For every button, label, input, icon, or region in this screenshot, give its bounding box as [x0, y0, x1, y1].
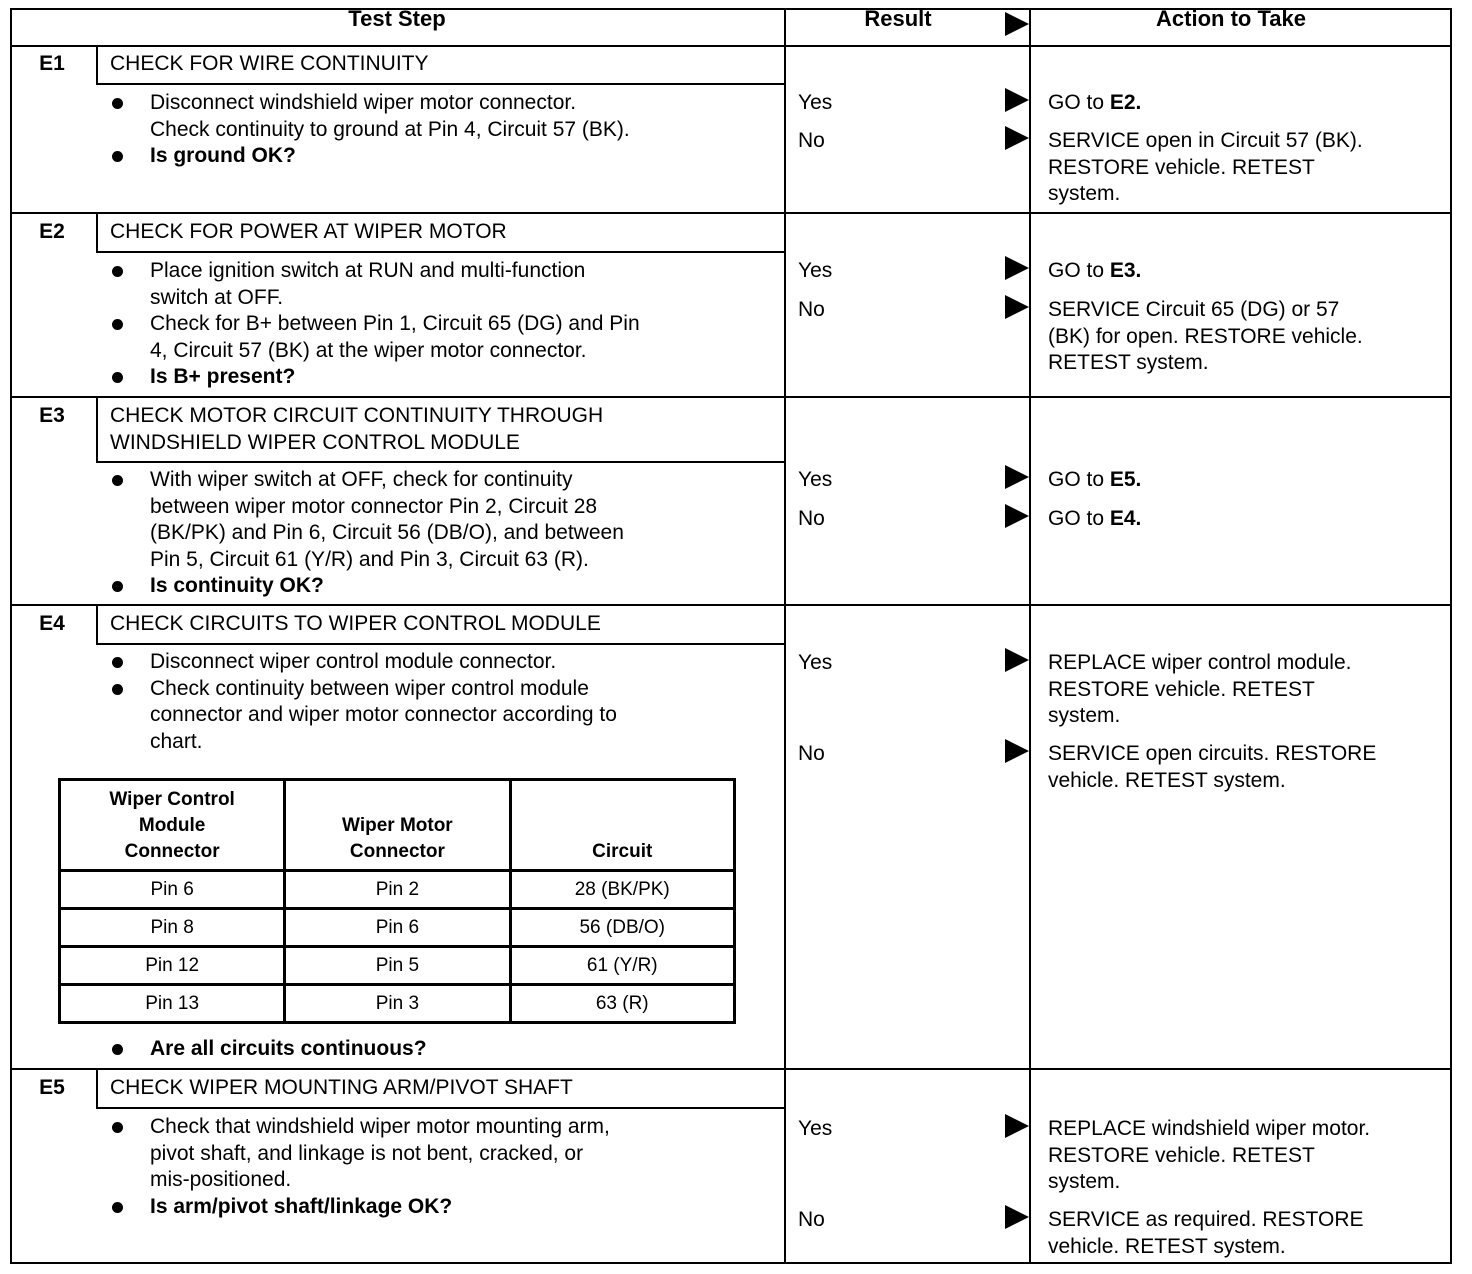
action-goto-ref: E3 [1109, 259, 1136, 282]
bullet-icon [112, 475, 123, 486]
step-question: Is arm/pivot shaft/linkage OK? [150, 1194, 453, 1218]
result-arrow-icon [1005, 295, 1029, 319]
result-label: Yes [798, 1117, 833, 1140]
action-text: RESTORE vehicle. RETEST [1048, 155, 1315, 179]
step-question: Is B+ present? [150, 365, 296, 388]
result-arrow-icon [1005, 256, 1029, 280]
connector-chart [58, 778, 736, 1024]
result-label: Yes [798, 259, 833, 282]
step-title: CHECK WIPER MOUNTING ARM/PIVOT SHAFT [110, 1076, 573, 1099]
step-instruction: Check continuity to ground at Pin 4, Circuit 57 (BK). [150, 117, 630, 141]
step-instruction: Disconnect windshield wiper motor connector. [150, 91, 577, 114]
step-id-divider [96, 606, 98, 643]
action-goto-ref: E2 [1109, 91, 1136, 114]
action-goto-prefix: GO to [1048, 468, 1110, 491]
step-title: CHECK MOTOR CIRCUIT CONTINUITY THROUGH [110, 404, 604, 427]
title-band-line [96, 461, 784, 463]
bullet-icon [112, 372, 123, 383]
step-instruction: Place ignition switch at RUN and multi-function [150, 259, 586, 282]
action-goto-prefix: GO to [1048, 507, 1110, 530]
action-goto [1048, 258, 1141, 285]
title-band-line [96, 83, 784, 85]
header-result: Result [864, 6, 932, 31]
chart-cell: 61 (Y/R) [510, 947, 735, 985]
result-label: Yes [798, 651, 833, 674]
header-test-step: Test Step [348, 6, 446, 31]
step-separator [10, 604, 1452, 606]
step-instruction: Pin 5, Circuit 61 (Y/R) and Pin 3, Circuit 63 (R). [150, 547, 589, 571]
step-id-divider [96, 214, 98, 251]
result-label: No [798, 1208, 825, 1231]
step-instruction: 4, Circuit 57 (BK) at the wiper motor connector. [150, 338, 587, 362]
action-goto [1048, 506, 1141, 533]
action-goto [1048, 90, 1141, 117]
result-arrow-icon [1005, 504, 1029, 528]
chart-row [60, 871, 735, 909]
action-text: vehicle. RETEST system. [1048, 1234, 1286, 1258]
step-id-divider [96, 46, 98, 83]
result-label: Yes [798, 91, 833, 114]
result-label: No [798, 129, 825, 152]
result-arrow-icon [1005, 465, 1029, 489]
action-goto-suffix: . [1135, 259, 1142, 282]
result-label: No [798, 298, 825, 321]
chart-header-row [60, 780, 735, 871]
action-goto-prefix: GO to [1048, 91, 1110, 114]
chart-header-text: Wiper Motor [342, 815, 453, 836]
bullet-icon [112, 98, 123, 109]
action-goto-suffix: . [1135, 468, 1142, 491]
step-instruction: Check for B+ between Pin 1, Circuit 65 (DG) and Pin [150, 312, 640, 335]
step-instruction: pivot shaft, and linkage is not bent, cracked, or [150, 1141, 584, 1165]
action-text: SERVICE as required. RESTORE [1048, 1208, 1364, 1231]
bullet-icon [112, 319, 123, 330]
result-arrow-icon [1005, 739, 1029, 763]
chart-cell: Pin 2 [285, 871, 510, 909]
chart-header-text: Connector [124, 841, 220, 862]
step-question: Are all circuits continuous? [150, 1037, 427, 1060]
action-goto-suffix: . [1135, 91, 1142, 114]
action-text: REPLACE wiper control module. [1048, 651, 1352, 674]
bullet-icon [112, 1202, 123, 1213]
chart-header-cell [510, 780, 735, 871]
title-band-line [96, 1107, 784, 1109]
action-text: system. [1048, 182, 1121, 205]
divider-action-col [1029, 8, 1031, 1264]
action-text: REPLACE windshield wiper motor. [1048, 1117, 1371, 1140]
action-text: RESTORE vehicle. RETEST [1048, 1143, 1315, 1167]
action-text: system. [1048, 704, 1121, 727]
step-instruction: Disconnect wiper control module connector. [150, 650, 557, 673]
result-arrow-icon [1005, 126, 1029, 150]
chart-cell: Pin 5 [285, 947, 510, 985]
divider-result-col [784, 8, 786, 1264]
action-text: SERVICE Circuit 65 (DG) or 57 [1048, 298, 1340, 321]
step-title: WINDSHIELD WIPER CONTROL MODULE [110, 430, 520, 454]
chart-header-cell [285, 780, 510, 871]
step-title: CHECK FOR WIRE CONTINUITY [110, 52, 429, 75]
step-instruction: Check that windshield wiper motor mounting arm, [150, 1115, 610, 1138]
bullet-icon [112, 581, 123, 592]
step-id: E2 [39, 220, 65, 243]
step-instruction: With wiper switch at OFF, check for continuity [150, 468, 573, 491]
step-id-divider [96, 398, 98, 461]
chart-cell: Pin 6 [60, 871, 285, 909]
action-text: SERVICE open circuits. RESTORE [1048, 742, 1377, 765]
title-band-line [96, 251, 784, 253]
bullet-icon [112, 684, 123, 695]
step-instruction: (BK/PK) and Pin 6, Circuit 56 (DB/O), and between [150, 521, 624, 544]
action-text: SERVICE open in Circuit 57 (BK). [1048, 129, 1363, 152]
result-arrow-icon [1005, 648, 1029, 672]
action-text: (BK) for open. RESTORE vehicle. [1048, 324, 1363, 348]
action-goto-suffix: . [1135, 507, 1142, 530]
result-label: No [798, 507, 825, 530]
step-id: E1 [39, 52, 65, 75]
chart-header-text: Connector [349, 841, 445, 862]
result-arrow-icon [1005, 1114, 1029, 1138]
step-id: E5 [39, 1076, 65, 1099]
action-goto-ref: E4 [1109, 507, 1136, 530]
chart-cell: Pin 8 [60, 909, 285, 947]
step-separator [10, 1068, 1452, 1070]
step-instruction: between wiper motor connector Pin 2, Circuit 28 [150, 494, 598, 518]
chart-row [60, 909, 735, 947]
header-separator [10, 45, 1452, 47]
chart-cell: 63 (R) [510, 985, 735, 1023]
chart-cell: Pin 6 [285, 909, 510, 947]
action-text: vehicle. RETEST system. [1048, 768, 1286, 792]
action-goto-prefix: GO to [1048, 259, 1110, 282]
result-label: Yes [798, 468, 833, 491]
step-id-divider [96, 1070, 98, 1107]
chart-cell: Pin 13 [60, 985, 285, 1023]
chart-cell: 56 (DB/O) [510, 909, 735, 947]
title-band-line [96, 643, 784, 645]
bullet-icon [112, 151, 123, 162]
step-instruction: mis-positioned. [150, 1168, 292, 1191]
bullet-icon [112, 1044, 123, 1055]
header-action: Action to Take [1156, 6, 1306, 31]
step-question: Is ground OK? [150, 144, 296, 167]
step-id: E4 [39, 612, 65, 635]
step-title: CHECK CIRCUITS TO WIPER CONTROL MODULE [110, 612, 601, 635]
step-instruction: connector and wiper motor connector according to [150, 703, 617, 726]
step-separator [10, 212, 1452, 214]
action-goto-ref: E5 [1109, 468, 1136, 491]
chart-header-text: Wiper Control [109, 789, 235, 810]
header-arrow-icon [1005, 12, 1029, 36]
bullet-icon [112, 1122, 123, 1133]
step-separator [10, 396, 1452, 398]
step-instruction: switch at OFF. [150, 285, 284, 309]
step-instruction: Check continuity between wiper control module [150, 676, 589, 700]
step-question: Is continuity OK? [150, 574, 324, 597]
bullet-icon [112, 657, 123, 668]
result-label: No [798, 742, 825, 765]
action-text: system. [1048, 1170, 1121, 1193]
chart-header-cell [60, 780, 285, 871]
result-arrow-icon [1005, 1205, 1029, 1229]
action-goto [1048, 467, 1141, 494]
result-arrow-icon [1005, 88, 1029, 112]
action-text: RETEST system. [1048, 351, 1209, 374]
bullet-icon [112, 266, 123, 277]
chart-row [60, 985, 735, 1023]
chart-cell: Pin 3 [285, 985, 510, 1023]
action-text: RESTORE vehicle. RETEST [1048, 677, 1315, 701]
chart-cell: Pin 12 [60, 947, 285, 985]
step-id: E3 [39, 404, 65, 427]
chart-header-text: Module [138, 815, 206, 836]
chart-header-text: Circuit [592, 841, 653, 862]
step-title: CHECK FOR POWER AT WIPER MOTOR [110, 220, 507, 243]
chart-row [60, 947, 735, 985]
chart-cell: 28 (BK/PK) [510, 871, 735, 909]
step-instruction: chart. [150, 729, 203, 753]
